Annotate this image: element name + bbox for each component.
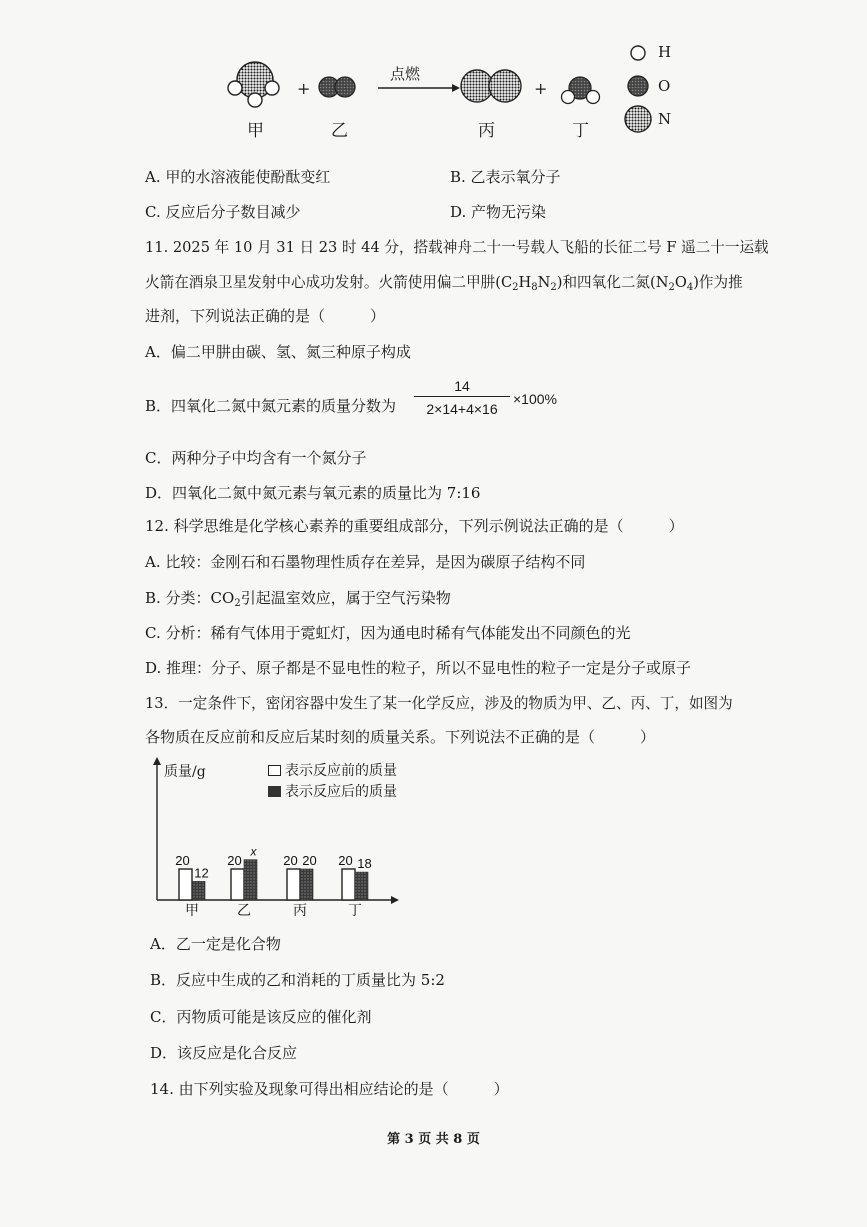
key-letter-o: O	[658, 77, 671, 95]
molecule-jia	[228, 62, 279, 107]
chart-ylabel: 质量/g	[164, 764, 206, 780]
arrow-label: 点燃	[390, 65, 421, 83]
legend-item-before	[268, 760, 397, 780]
fraction-bar	[414, 396, 510, 397]
q11-option-a: A．偏二甲肼由碳、氢、氮三种原子构成	[145, 343, 411, 361]
legend-item-after	[268, 781, 397, 801]
q11-stem-line2: 火箭在酒泉卫星发射中心成功发射。火箭使用偏二甲肼$(C_2H_8N_2)$和四氧化二氮$(N_2O_4)$作为推	[145, 274, 743, 293]
data-label-before-0: 20	[175, 853, 190, 868]
molecule-ding	[562, 77, 600, 104]
q13-option-c: C．丙物质可能是该反应的催化剂	[150, 1008, 372, 1026]
plus-sign: +	[297, 79, 311, 98]
bar-after-1	[244, 860, 257, 900]
q11-stem-line1: 11. 2025 年 10 月 31 日 23 时 44 分，搭载神舟二十一号载人飞船的长征二号 F 遥二十一运载	[145, 239, 769, 256]
bar-before-1	[231, 869, 244, 900]
page-footer: 第 3 页 共 8 页	[387, 1132, 480, 1147]
legend-swatch-before	[268, 765, 281, 776]
q11-stem-line3: 进剂，下列说法正确的是（ ）	[145, 307, 386, 325]
q12-option-c: C. 分析：稀有气体用于霓虹灯，因为通电时稀有气体能发出不同颜色的光	[145, 624, 631, 642]
legend-label-before: 表示反应前的质量	[285, 763, 397, 779]
y-axis-arrow	[153, 757, 161, 765]
label-yi: 乙	[331, 121, 348, 141]
label-ding: 丁	[572, 121, 589, 141]
q11-option-b: B．四氧化二氮中氮元素的质量分数为	[145, 397, 397, 415]
data-label-after-0: 12	[194, 865, 209, 881]
q12-option-b: B. 分类：$CO_2$引起温室效应，属于空气污染物	[145, 589, 451, 609]
key-letter-h: H	[658, 43, 672, 61]
q12-option-d: D. 推理：分子、原子都是不显电性的粒子，所以不显电性的粒子一定是分子或原子	[145, 659, 692, 677]
molecule-yi	[319, 77, 355, 97]
label-bing: 丙	[478, 121, 495, 141]
bar-after-0	[192, 881, 205, 900]
data-label-before-3: 20	[338, 853, 353, 868]
x-tick-label: 乙	[237, 903, 251, 919]
q12-stem: 12. 科学思维是化学核心素养的重要组成部分，下列示例说法正确的是（ ）	[145, 517, 684, 535]
chart-legend	[268, 760, 397, 801]
q14-stem: 14. 由下列实验及现象可得出相应结论的是（ ）	[150, 1080, 509, 1098]
q13-option-d: D．该反应是化合反应	[150, 1044, 298, 1062]
molecule-bing	[461, 70, 521, 102]
q12-option-a: A. 比较：金刚石和石墨物理性质存在差异，是因为碳原子结构不同	[145, 553, 586, 571]
q10-option-d: D. 产物无污染	[450, 203, 547, 221]
dark-circle-icon	[628, 76, 648, 96]
reaction-diagram	[220, 38, 690, 143]
q13-stem-line1: 13．一定条件下，密闭容器中发生了某一化学反应，涉及的物质为甲、乙、丙、丁，如图为	[145, 695, 733, 712]
legend-label-after: 表示反应后的质量	[285, 784, 397, 800]
fraction-tail: ×100%	[513, 391, 557, 407]
bar-before-3	[342, 869, 355, 900]
bar-after-3	[355, 872, 368, 900]
data-label-after-3: 18	[357, 856, 372, 872]
q10-option-c: C. 反应后分子数目减少	[145, 203, 301, 221]
q10-option-a: A. 甲的水溶液能使酚酞变红	[145, 168, 331, 186]
key-letter-n: N	[658, 110, 672, 128]
bar-before-0	[179, 869, 192, 900]
data-label-after-2: 20	[302, 853, 317, 868]
data-label-before-2: 20	[283, 853, 298, 868]
q11-option-c: C．两种分子中均含有一个氮分子	[145, 449, 367, 467]
q13-stem-line2: 各物质在反应前和反应后某时刻的质量关系。下列说法不正确的是（ ）	[145, 728, 656, 746]
legend-swatch-after	[268, 786, 281, 797]
data-label-after-1: x	[250, 844, 257, 859]
white-circle-icon	[631, 46, 645, 60]
fraction-denominator: 2×14+4×16	[426, 401, 498, 417]
q11-option-d: D．四氧化二氮中氮元素与氧元素的质量比为 7:16	[145, 484, 481, 502]
q13-option-a: A．乙一定是化合物	[150, 935, 281, 953]
bar-after-2	[300, 869, 313, 900]
x-tick-label: 丙	[293, 903, 307, 919]
bar-before-2	[287, 869, 300, 900]
data-label-before-1: 20	[227, 853, 242, 868]
dotted-circle-icon	[625, 106, 651, 132]
x-tick-label: 丁	[348, 903, 362, 919]
plus-sign: +	[534, 79, 548, 98]
q13-option-b: B．反应中生成的乙和消耗的丁质量比为 5:2	[150, 971, 445, 989]
fraction-numerator: 14	[454, 378, 470, 394]
x-axis-arrow	[391, 896, 399, 904]
label-jia: 甲	[247, 121, 264, 141]
q10-option-b: B. 乙表示氧分子	[450, 168, 561, 186]
x-tick-label: 甲	[185, 903, 199, 919]
q11-fraction	[414, 378, 510, 417]
